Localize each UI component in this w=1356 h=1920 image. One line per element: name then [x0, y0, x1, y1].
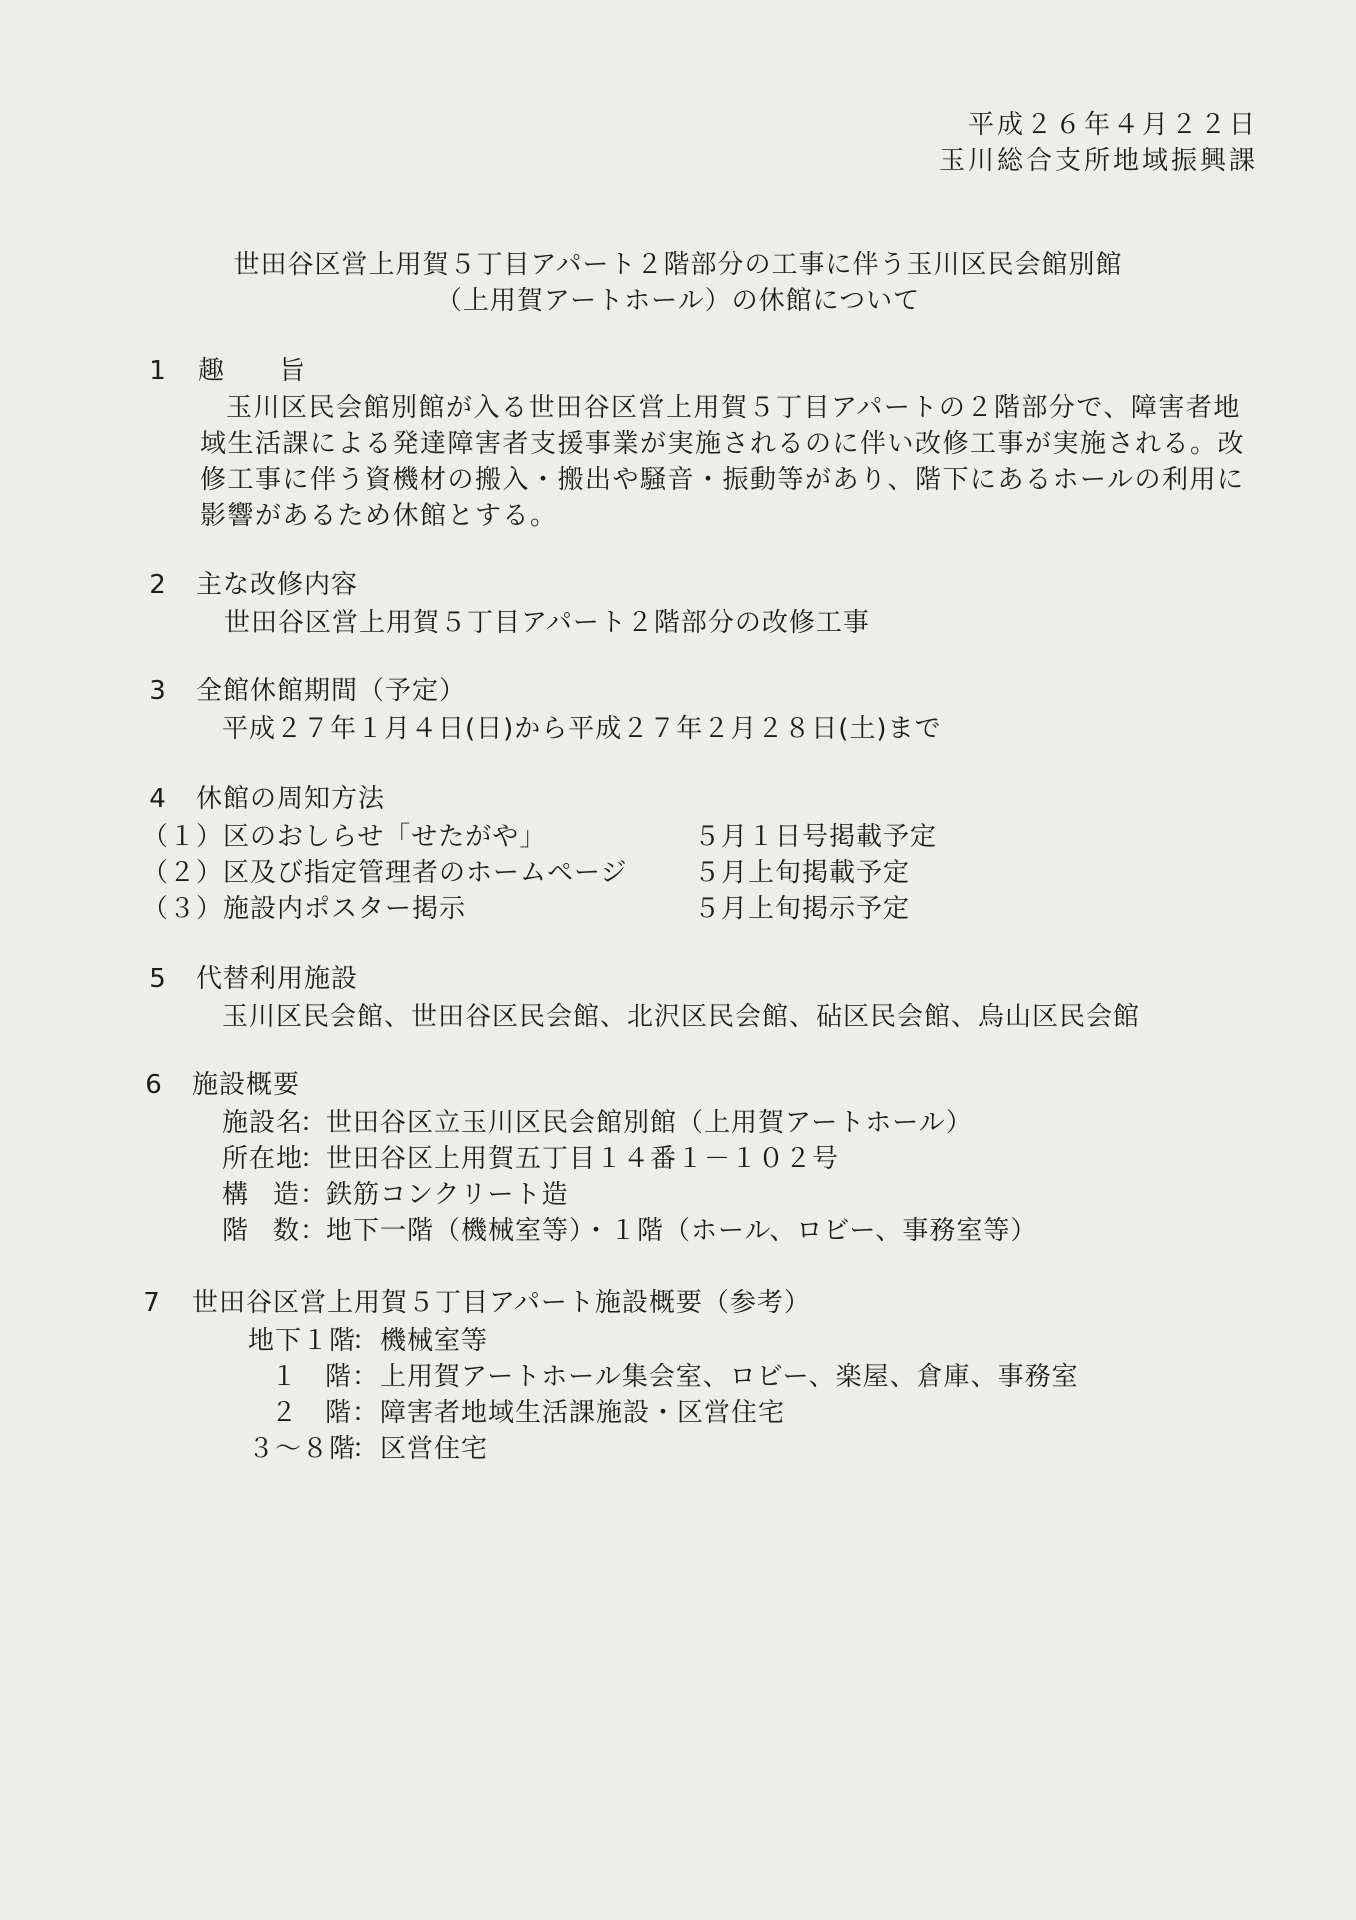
- floor-label: ３～８階: [248, 1434, 357, 1464]
- facility-field-value: 鉄筋コンクリート造: [326, 1180, 569, 1210]
- section-7-heading: 世田谷区営上用賀５丁目アパート施設概要（参考）: [192, 1288, 811, 1318]
- floor-usage: 上用賀アートホール集会室、ロビー、楽屋、倉庫、事務室: [380, 1362, 1079, 1392]
- floor-label: 地下１階: [248, 1326, 357, 1356]
- floor-usage: 区営住宅: [380, 1434, 489, 1464]
- notice-item-schedule: ５月上旬掲載予定: [694, 858, 911, 888]
- floor-usage: 障害者地域生活課施設・区営住宅: [380, 1398, 786, 1428]
- facility-field-value: 地下一階（機械室等）・１階（ホール、ロビー、事務室等）: [326, 1216, 1038, 1246]
- section-1-heading: 趣 旨: [198, 356, 307, 386]
- facility-field-value: 世田谷区上用賀五丁目１４番１－１０２号: [326, 1144, 840, 1174]
- notice-item-schedule: ５月１日号掲載予定: [694, 822, 938, 852]
- section-3-body: 平成２７年１月４日(日)から平成２７年２月２８日(土)まで: [222, 714, 942, 744]
- section-5-heading: 代替利用施設: [196, 964, 359, 994]
- section-2-body: 世田谷区営上用賀５丁目アパート２階部分の改修工事: [224, 608, 870, 638]
- section-4-heading: 休館の周知方法: [196, 784, 386, 814]
- document-date: 平成２６年４月２２日: [967, 110, 1258, 140]
- section-2-number: 2: [149, 570, 167, 600]
- section-5-body: 玉川区民会館、世田谷区民会館、北沢区民会館、砧区民会館、烏山区民会館: [222, 1002, 1141, 1032]
- facility-field-value: 世田谷区立玉川区民会館別館（上用賀アートホール）: [326, 1108, 973, 1138]
- section-3-heading: 全館休館期間（予定）: [196, 676, 467, 706]
- section-2-heading: 主な改修内容: [196, 570, 359, 600]
- document-title-line1: 世田谷区営上用賀５丁目アパート２階部分の工事に伴う玉川区民会館別館: [233, 250, 1123, 280]
- document-title-line2: （上用賀アートホール）の休館について: [435, 286, 921, 316]
- facility-field-label: 施設名: [222, 1108, 304, 1138]
- facility-field-label: 階数: [222, 1216, 300, 1246]
- facility-field-label: 構造: [222, 1180, 300, 1210]
- section-3-number: 3: [149, 676, 167, 706]
- section-6-number: 6: [145, 1070, 163, 1100]
- section-1-number: 1: [149, 356, 167, 386]
- floor-label: ２ 階: [270, 1398, 352, 1428]
- document-page: 平成２６年４月２２日 玉川総合支所地域振興課 世田谷区営上用賀５丁目アパート２階部分の工事に伴う玉川区民会館別館 （上用賀アートホール）の休館について 1 趣 旨 玉川区民会館別館が入る世田谷区営上用賀５丁目アパートの２階部分で、障害者地域生活課による発達障害者支援事業が実施されるのに伴い改修工事が実施される。改修工事に伴う資機材の搬入・搬出や騒音・振動等があり、階下にあるホールの利用に影響があるため休館とする。 2 主な改修内容 世田谷区営上用賀５丁目アパート２階部分の改修工事 3 全館休館期間（予定） 平成２７年１月４日(日)から平成２７年２月２８日(土)まで 4 休館の周知方法 （１）区のおしらせ「せたがや」 ５月１日号掲載予定 （２）区及び指定管理者のホームページ ５月上旬掲載予定 （３）施設内ポスター掲示 ５月上旬掲示予定 5 代替利用施設 玉川区民会館、世田谷区民会館、北沢区民会館、砧区民会館、烏山区民会館 6 施設概要 施設名 ： 世田谷区立玉川区民会館別館（上用賀アートホール） 所在地 ： 世田谷区上用賀五丁目１４番１－１０２号 構造 ： 鉄筋コンクリート造 階数 ： 地下一階（機械室等）・１階（ホール、ロビー、事務室等） 7 世田谷区営上用賀５丁目アパート施設概要（参考） 地下１階 ： 機械室等 １ 階 ： 上用賀アートホール集会室、ロビー、楽屋、倉庫、事務室 ２ 階 ： 障害者地域生活課施設・区営住宅 ３～８階 ： 区営住宅: [0, 0, 1356, 1920]
- notice-item-label: （３）施設内ポスター掲示: [142, 894, 467, 924]
- floor-usage: 機械室等: [380, 1326, 489, 1356]
- section-4-number: 4: [149, 784, 167, 814]
- floor-label: １ 階: [270, 1362, 352, 1392]
- notice-item-schedule: ５月上旬掲示予定: [694, 894, 911, 924]
- section-7-number: 7: [143, 1288, 161, 1318]
- issuing-department: 玉川総合支所地域振興課: [938, 146, 1258, 176]
- notice-item-label: （２）区及び指定管理者のホームページ: [142, 858, 628, 888]
- section-5-number: 5: [149, 964, 167, 994]
- section-6-heading: 施設概要: [192, 1070, 301, 1100]
- facility-field-label: 所在地: [222, 1144, 304, 1174]
- section-1-body: 玉川区民会館別館が入る世田谷区営上用賀５丁目アパートの２階部分で、障害者地域生活課による発達障害者支援事業が実施されるのに伴い改修工事が実施される。改修工事に伴う資機材の搬入・搬出や騒音・振動等があり、階下にあるホールの利用に影響があるため休館とする。: [200, 393, 1246, 531]
- notice-item-label: （１）区のおしらせ「せたがや」: [142, 822, 547, 852]
